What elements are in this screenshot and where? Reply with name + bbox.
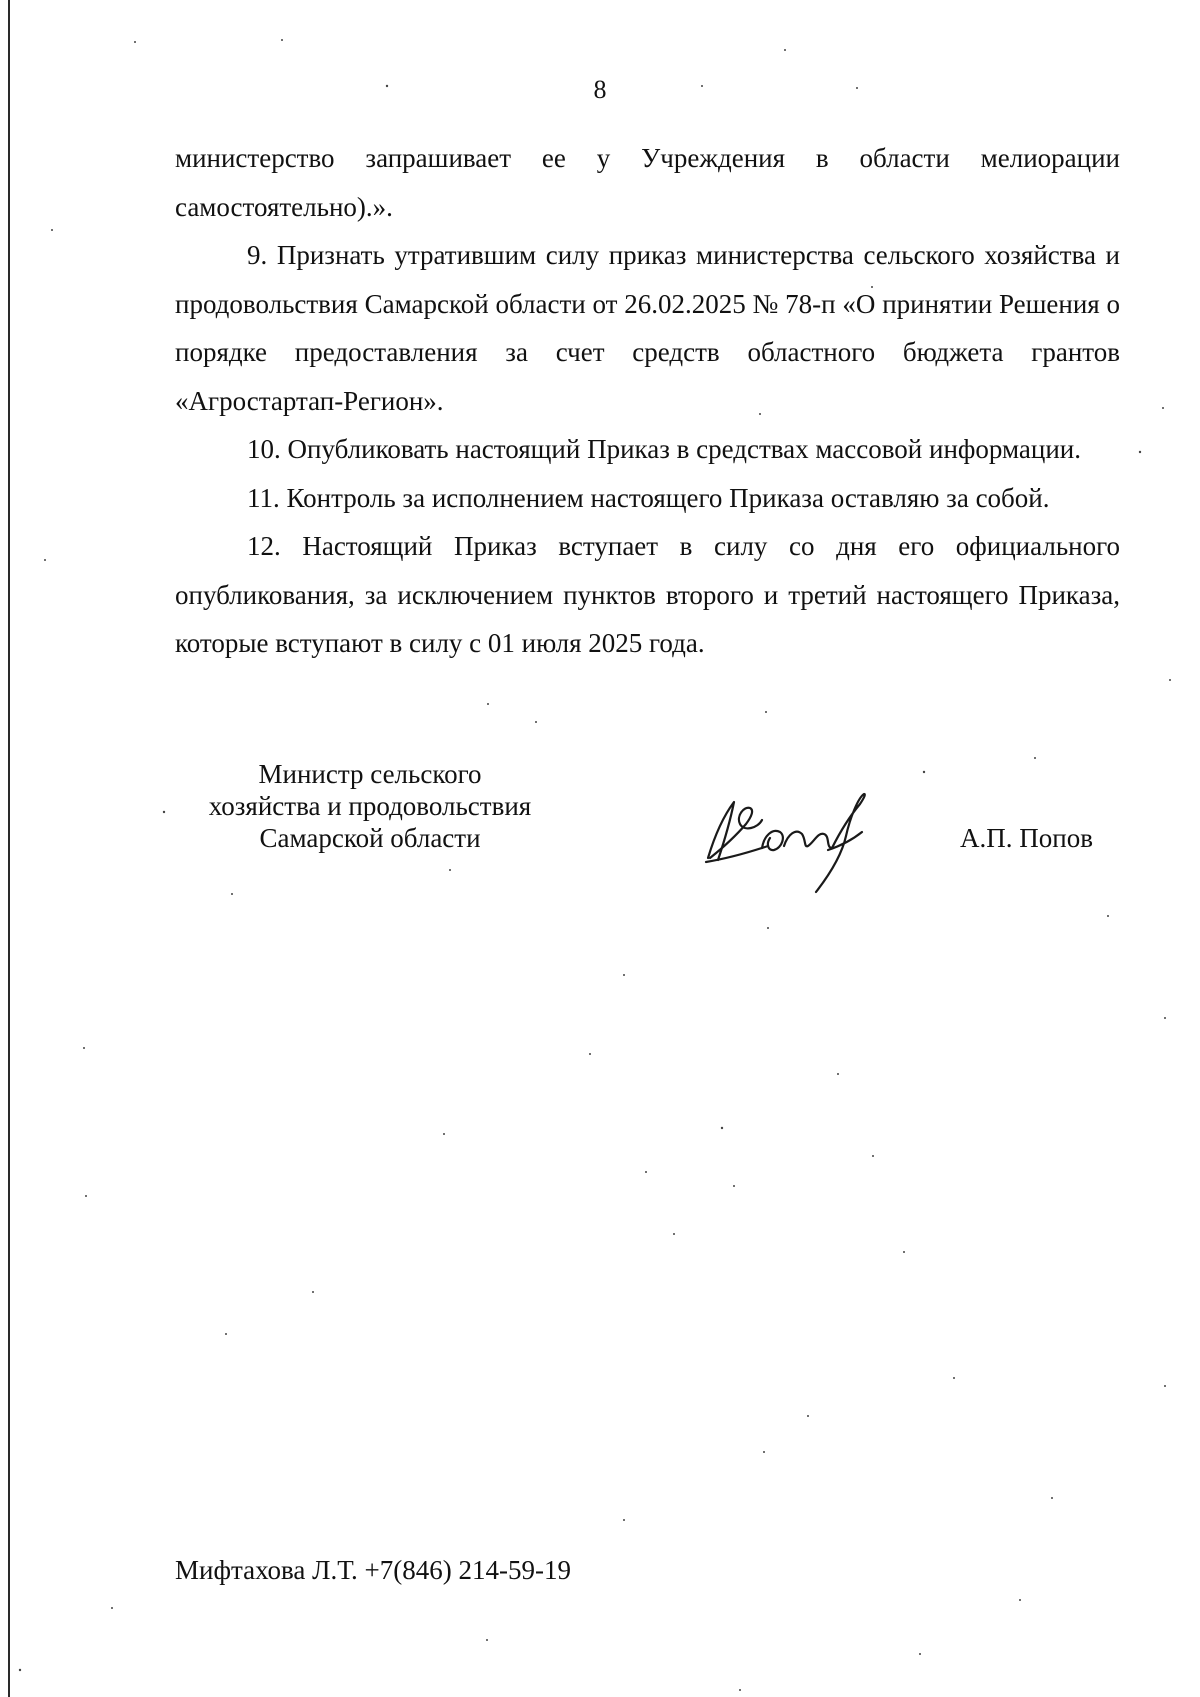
position-line: Самарской области — [259, 823, 481, 853]
paragraph-continuation: министерство запрашивает ее у Учреждения в области мелиорации самостоятельно).». — [175, 143, 1120, 222]
paragraph-item-10: 10. Опубликовать настоящий Приказ в средствах массовой информации. — [247, 434, 1081, 464]
paragraph-item-12: 12. Настоящий Приказ вступает в силу со дня его официального опубликования, за исключением пунктов второго и третий настоящего Приказа, которые вступают в силу с 01 июля 2025 года. — [175, 531, 1120, 658]
scan-edge-line — [8, 0, 10, 1697]
signatory-position — [160, 758, 580, 854]
paragraph-item-11: 11. Контроль за исполнением настоящего Приказа оставляю за собой. — [247, 482, 1050, 513]
paragraph-item-9: 9. Признать утратившим силу приказ министерства сельского хозяйства и продовольствия Самарской области от 26.02.2025 № 78-п «О принятии Решения о порядке предоставления за счет средств областного бюджета грантов «Агростартап-Регион». — [175, 240, 1120, 416]
signer-name: А.П. Попов — [960, 823, 1093, 853]
handwritten-signature — [700, 788, 890, 898]
page-number: 8 — [593, 75, 607, 104]
contact-info: Мифтахова Л.Т. +7(846) 214-59-19 — [175, 1555, 571, 1585]
position-line: хозяйства и продовольствия — [208, 791, 532, 821]
position-line: Министр сельского — [258, 759, 482, 789]
document-body — [175, 134, 1120, 668]
